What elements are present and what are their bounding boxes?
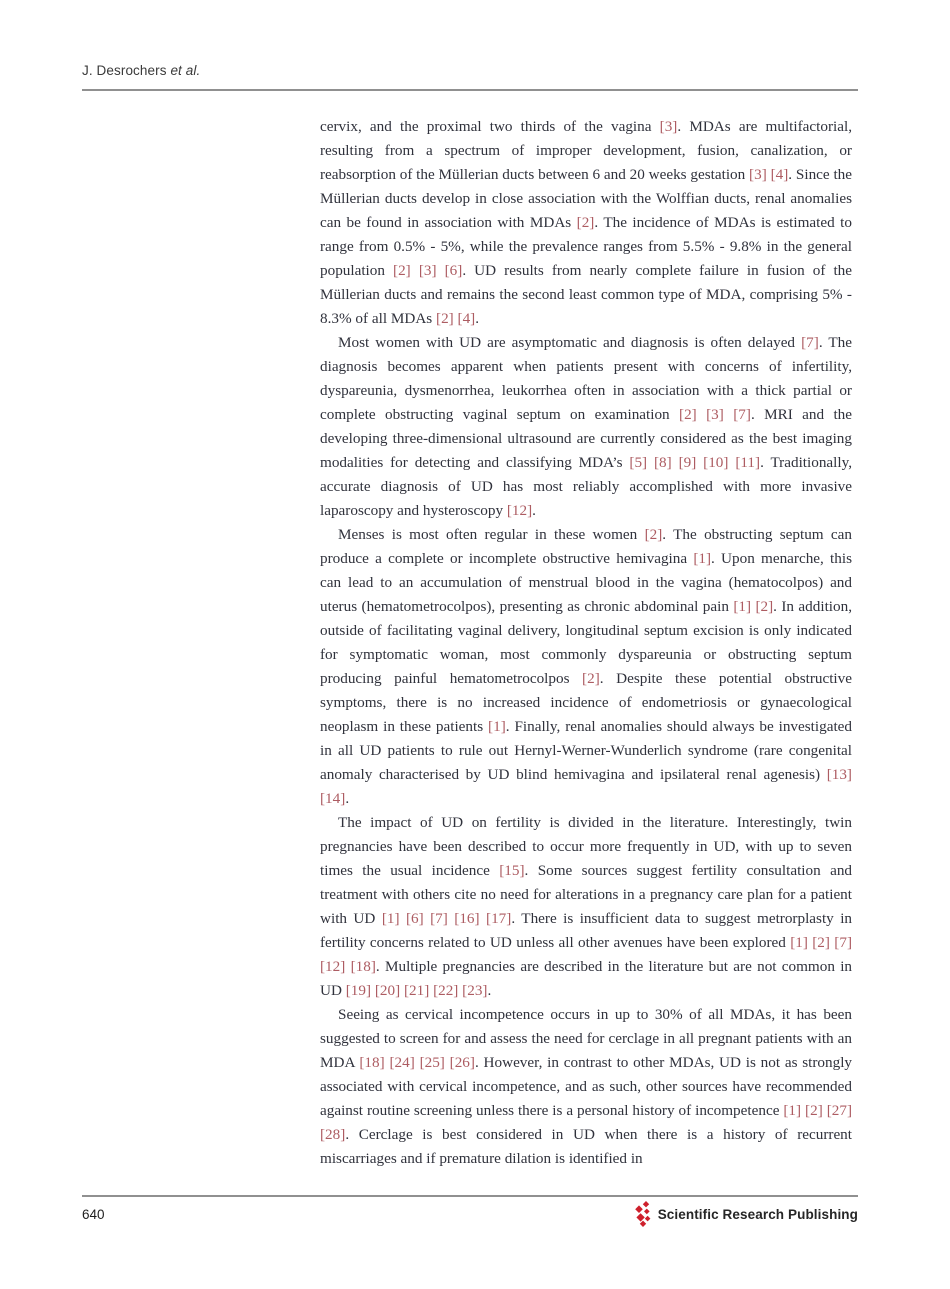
citation-ref[interactable]: [3] [706, 406, 724, 423]
citation-ref[interactable]: [3] [418, 262, 437, 279]
running-head-etal: et al. [170, 63, 201, 78]
citation-ref[interactable]: [17] [486, 910, 512, 927]
citation-ref[interactable]: [2] [644, 526, 663, 543]
citation-ref[interactable]: [2] [436, 310, 454, 327]
citation-ref[interactable]: [2] [582, 670, 600, 687]
citation-ref[interactable]: [14] [320, 790, 346, 807]
citation-ref[interactable]: [1] [783, 1102, 802, 1119]
publisher-logo [632, 1200, 858, 1228]
citation-ref[interactable]: [25] [419, 1054, 445, 1071]
page-footer [82, 1200, 858, 1228]
citation-ref[interactable]: [11] [735, 454, 761, 471]
citation-ref[interactable]: [20] [374, 982, 401, 999]
citation-ref[interactable]: [27] [826, 1102, 853, 1119]
paragraph: Seeing as cervical incompetence occurs in up to 30% of all MDAs, it has been suggested to screen for and assess the need for cerclage in all pregnant patients with an MDA [18] [24] [25] [26]. However, in contrast to other MDAs, UD is not as strongly associated with cervical incompetence, and as such, other sources have recommended against routine screening unless there is a personal history of incompetence [1] [2] [27] [28]. Cerclage is best considered in UD when there is a history of recurrent miscarriages and if premature dilation is identified in [320, 1006, 853, 1167]
paragraph: cervix, and the proximal two thirds of the vagina [3]. MDAs are multifactorial, resulting from a spectrum of improper development, fusion, canalization, or reabsorption of the Müllerian ducts between 6 and 20 weeks gestation [3] [4]. Since the Müllerian ducts develop in close association with the Wolffian ducts, renal anomalies can be found in association with MDAs [2]. The incidence of MDAs is estimated to range from 0.5% - 5%, while the prevalence ranges from 5.5% - 9.8% in the general population [2] [3] [6]. UD results from nearly complete failure in fusion of the Müllerian ducts and remains the second least common type of MDA, comprising 5% - 8.3% of all MDAs [2] [4]. [320, 118, 853, 327]
citation-ref[interactable]: [7] [801, 334, 819, 351]
citation-ref[interactable]: [7] [733, 406, 751, 423]
citation-ref[interactable]: [2] [805, 1102, 823, 1119]
citation-ref[interactable]: [28] [320, 1126, 346, 1143]
header-rule [82, 89, 858, 91]
citation-ref[interactable]: [18] [350, 958, 376, 975]
citation-ref[interactable]: [2] [755, 598, 774, 615]
publisher-name: Scientific Research Publishing [657, 1206, 858, 1222]
citation-ref[interactable]: [19] [345, 982, 372, 999]
citation-ref[interactable]: [22] [433, 982, 459, 999]
citation-ref[interactable]: [2] [812, 934, 830, 951]
citation-ref[interactable]: [4] [457, 310, 476, 327]
citation-ref[interactable]: [18] [359, 1054, 385, 1071]
citation-ref[interactable]: [21] [403, 982, 430, 999]
citation-ref[interactable]: [2] [393, 262, 411, 279]
citation-ref[interactable]: [1] [693, 550, 712, 567]
citation-ref[interactable]: [12] [506, 502, 533, 519]
citation-ref[interactable]: [3] [659, 118, 678, 135]
footer-rule [82, 1195, 858, 1197]
citation-ref[interactable]: [6] [405, 910, 424, 927]
citation-ref[interactable]: [16] [454, 910, 480, 927]
srp-diamond-cluster-icon [632, 1200, 653, 1228]
citation-ref[interactable]: [3] [749, 166, 767, 183]
citation-ref[interactable]: [9] [678, 454, 697, 471]
citation-ref[interactable]: [24] [389, 1054, 415, 1071]
article-body [320, 115, 852, 1171]
citation-ref[interactable]: [23] [462, 982, 488, 999]
citation-ref[interactable]: [1] [733, 598, 752, 615]
running-head-authors: J. Desrochers [82, 63, 171, 78]
citation-ref[interactable]: [5] [629, 454, 648, 471]
citation-ref[interactable]: [1] [381, 910, 400, 927]
citation-ref[interactable]: [12] [320, 958, 346, 975]
citation-ref[interactable]: [6] [444, 262, 463, 279]
citation-ref[interactable]: [13] [826, 766, 852, 783]
citation-ref[interactable]: [2] [679, 406, 697, 423]
citation-ref[interactable]: [8] [653, 454, 672, 471]
citation-ref[interactable]: [15] [499, 862, 525, 879]
paragraph: Menses is most often regular in these women [2]. The obstructing septum can produce a complete or incomplete obstructive hemivagina [1]. Upon menarche, this can lead to an accumulation of menstrual blood in the vagina (hematocolpos) and uterus (hematometrocolpos), presenting as chronic abdominal pain [1] [2]. In addition, outside of facilitating vaginal delivery, longitudinal septum excision is only indicated for symptomatic woman, most commonly dyspareunia or obstructing septum producing painful hematometrocolpos [2]. Despite these potential obstructive symptoms, there is no increased incidence of endometriosis or gynaecological neoplasm in these patients [1]. Finally, renal anomalies should always be investigated in all UD patients to rule out Hernyl-Werner-Wunderlich syndrome (rare congenital anomaly characterised by UD blind hemivagina and ipsilateral renal agenesis) [13] [14]. [320, 526, 852, 807]
citation-ref[interactable]: [2] [576, 214, 595, 231]
citation-ref[interactable]: [1] [488, 718, 506, 735]
citation-ref[interactable]: [1] [790, 934, 808, 951]
running-head [82, 63, 200, 78]
citation-ref[interactable]: [4] [770, 166, 789, 183]
paragraph: The impact of UD on fertility is divided in the literature. Interestingly, twin pregnancies have been described to occur more frequently in UD, with up to seven times the usual incidence [15]. Some sources suggest fertility consultation and treatment with others cite no need for alterations in a pregnancy care plan for a patient with UD [1] [6] [7] [16] [17]. There is insufficient data to suggest metrorplasty in fertility concerns related to UD unless all other avenues have been explored [1] [2] [7] [12] [18]. Multiple pregnancies are described in the literature but are not common in UD [19] [20] [21] [22] [23]. [320, 814, 853, 999]
paragraph: Most women with UD are asymptomatic and diagnosis is often delayed [7]. The diagnosis becomes apparent when patients present with concerns of infertility, dyspareunia, dysmenorrhea, leukorrhea often in association with a thick partial or complete obstructing vaginal septum on examination [2] [3] [7]. MRI and the developing three-dimensional ultrasound are currently considered as the best imaging modalities for detecting and classifying MDA’s [5] [8] [9] [10] [11]. Traditionally, accurate diagnosis of UD has most reliably accomplished with more invasive laparoscopy and hysteroscopy [12]. [320, 334, 853, 519]
citation-ref[interactable]: [26] [449, 1054, 475, 1071]
citation-ref[interactable]: [7] [430, 910, 448, 927]
citation-ref[interactable]: [10] [703, 454, 729, 471]
citation-ref[interactable]: [7] [834, 934, 853, 951]
page-number: 640 [82, 1206, 105, 1222]
